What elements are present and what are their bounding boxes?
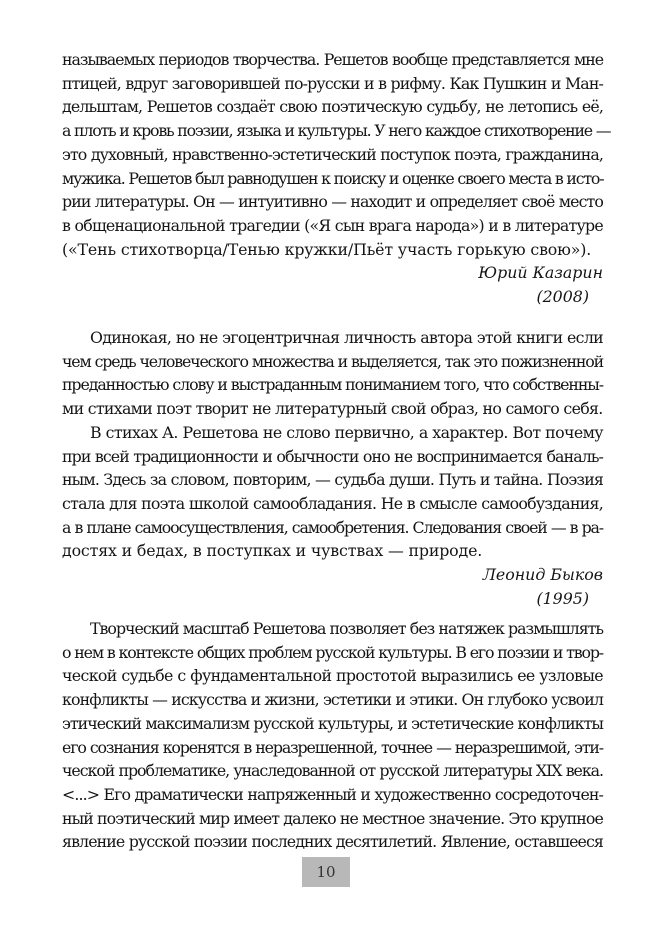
text-line: рии литературы. Он — интуитивно — находит и определяет своё место: [62, 192, 603, 212]
text-line: ный поэтический мир имеет далеко не местное значение. Это крупное: [62, 808, 603, 828]
text-line: конфликты — искусства и жизни, эстетики и этики. Он глубоко усвоил: [62, 690, 603, 710]
text-line: ческой судьбе с фундаментальной простотой выразились ее узловые: [62, 666, 603, 686]
quote-author: Юрий Казарин: [478, 263, 603, 283]
text-line: («Тень стихотворца/Тенью кружки/Пьёт участь горькую свою»).: [62, 239, 592, 259]
text-line: его сознания коренятся в неразрешенной, точнее — неразрешимой, эти-: [62, 737, 603, 757]
text-line: при всей традиционности и обычности оно не воспринимается баналь-: [62, 446, 603, 466]
quote-block-third: [62, 617, 603, 854]
text-line: стала для поэта школой самообладания. Не в смысле самообуздания,: [62, 493, 603, 513]
text-line: <...> Его драматически напряженный и художественно сосредоточен-: [62, 784, 603, 804]
text-line: этический максимализм русской культуры, и эстетические конфликты: [62, 713, 603, 733]
text-line: а в плане самоосуществления, самообретения. Следования своей — в ра-: [62, 517, 603, 537]
text-line: явление русской поэзии последних десятилетий. Явление, оставшееся: [62, 832, 603, 852]
text-line: ным. Здесь за словом, повторим, — судьба души. Путь и тайна. Поэзия: [62, 470, 603, 490]
page-number: 10: [302, 857, 350, 887]
text-line: а плоть и кровь поэзии, языка и культуры. У него каждое стихотворение —: [62, 121, 611, 141]
text-line: достях и бедах, в поступках и чувствах — природе.: [62, 541, 483, 561]
text-line: ческой проблематике, унаследованной от русской литературы XIX века.: [62, 761, 603, 781]
text-line: называемых периодов творчества. Решетов вообще представляется мне: [62, 50, 603, 69]
quote-year: (1995): [536, 588, 589, 608]
text-line: В стихах А. Решетова не слово первично, а характер. Вот почему: [90, 422, 603, 442]
text-line: это духовный, нравственно-эстетический поступок поэта, гражданина,: [62, 144, 603, 164]
quote-block-kazarin: [62, 48, 611, 309]
text-line: преданностью слову и выстраданным пониманием того, что собственны-: [62, 375, 603, 395]
text-line: чем средь человеческого множества и выделяется, так это пожизненной: [62, 351, 603, 371]
text-line: ми стихами поэт творит не литературный свой образ, но самого себя.: [62, 399, 603, 419]
text-line: мужика. Решетов был равнодушен к поиску и оценке своего места в исто-: [62, 168, 604, 188]
quote-block-bykov: [62, 326, 603, 610]
text-line: в общенациональной трагедии («Я сын врага народа») и в литературе: [62, 215, 603, 235]
quote-author: Леонид Быков: [482, 565, 603, 585]
text-line: Творческий масштаб Решетова позволяет без натяжек размышлять: [90, 619, 603, 638]
text-line: Одинокая, но не эгоцентричная личность автора этой книги если: [90, 328, 603, 347]
quote-year: (2008): [536, 287, 589, 307]
text-line: дельштам, Решетов создаёт свою поэтическую судьбу, не летопись её,: [62, 97, 603, 117]
text-line: птицей, вдруг заговорившей по-русски и в рифму. Как Пушкин и Ман-: [62, 73, 603, 93]
text-line: о нем в контексте общих проблем русской культуры. В его поэзии и твор-: [62, 642, 603, 662]
